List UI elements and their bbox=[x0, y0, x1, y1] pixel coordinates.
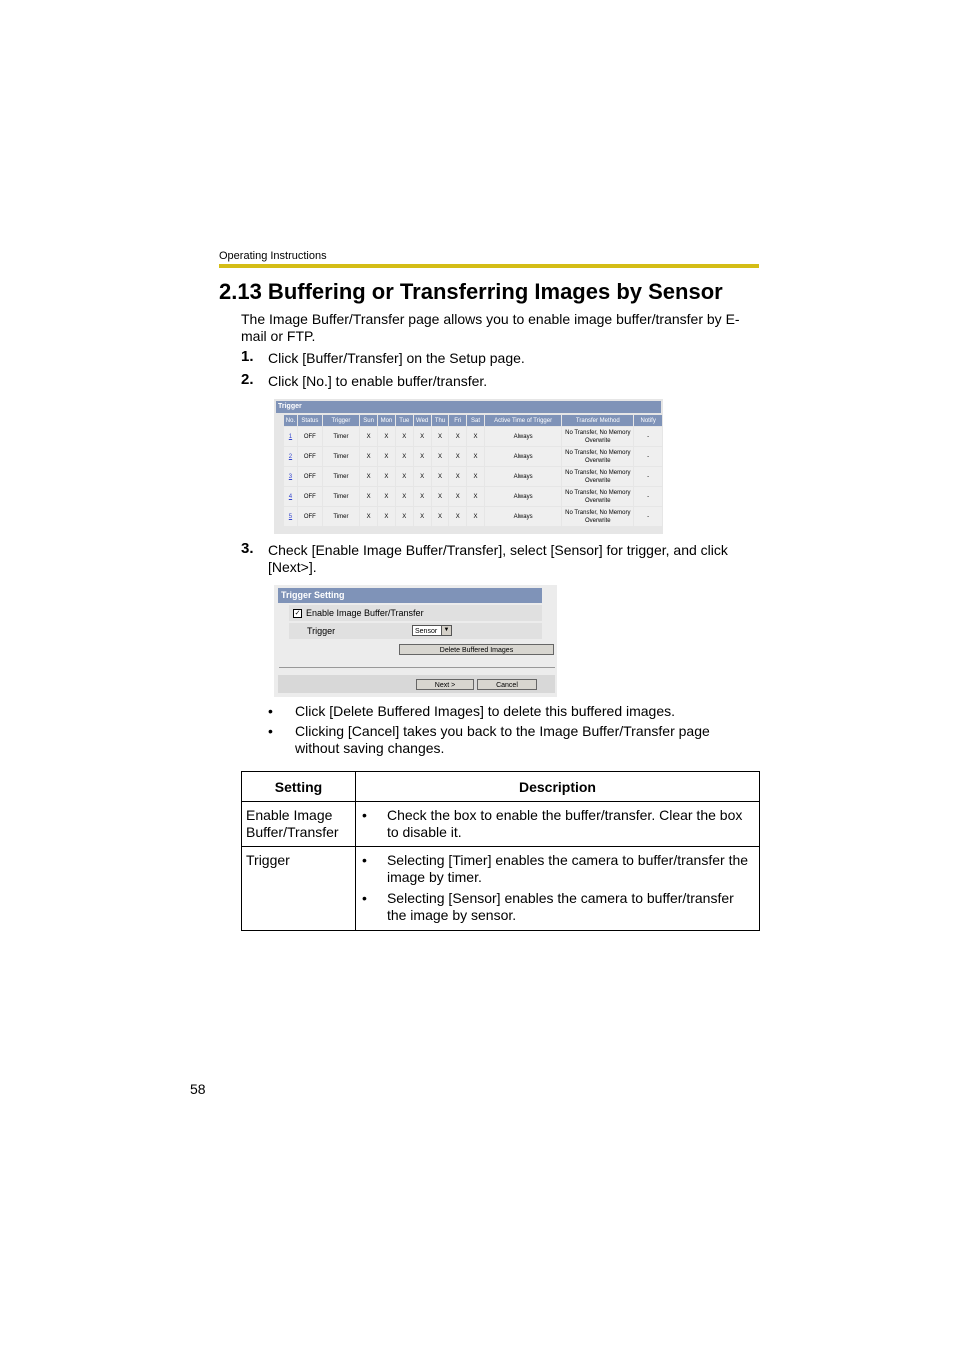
settings-table bbox=[241, 771, 760, 931]
column-header: Notify bbox=[634, 415, 662, 426]
bullet-icon: • bbox=[268, 703, 273, 719]
trigger-list-screenshot bbox=[274, 399, 663, 534]
description-item: • Check the box to enable the buffer/transfer. Clear the box to disable it. bbox=[360, 807, 755, 841]
table-cell: X bbox=[467, 487, 484, 506]
trigger-row bbox=[289, 623, 542, 639]
column-header: Active Time of Trigger bbox=[485, 415, 561, 426]
table-cell: X bbox=[396, 447, 413, 466]
table-cell: Timer bbox=[323, 487, 359, 506]
table-row bbox=[242, 802, 760, 847]
table-row bbox=[284, 447, 662, 466]
trigger-list-table bbox=[283, 414, 663, 527]
table-row bbox=[284, 487, 662, 506]
table-cell: OFF bbox=[298, 467, 322, 486]
column-header: Status bbox=[298, 415, 322, 426]
table-cell: X bbox=[432, 507, 449, 526]
trigger-number-link[interactable]: 2 bbox=[284, 447, 297, 466]
table-cell: X bbox=[396, 427, 413, 446]
column-header: Tue bbox=[396, 415, 413, 426]
table-cell: X bbox=[414, 447, 431, 466]
table-cell: - bbox=[634, 467, 662, 486]
column-header: Thu bbox=[432, 415, 449, 426]
trigger-number-link[interactable]: 5 bbox=[284, 507, 297, 526]
trigger-label: Trigger bbox=[307, 626, 336, 636]
table-cell: Timer bbox=[323, 427, 359, 446]
table-cell: X bbox=[467, 507, 484, 526]
column-header: No. bbox=[284, 415, 297, 426]
next-button[interactable]: Next > bbox=[416, 679, 474, 690]
table-cell: X bbox=[360, 467, 377, 486]
setting-cell: Enable Image Buffer/Transfer bbox=[242, 802, 356, 847]
delete-buffered-images-button[interactable]: Delete Buffered Images bbox=[399, 644, 554, 655]
trigger-select-value: Sensor bbox=[415, 628, 438, 635]
enable-label: Enable Image Buffer/Transfer bbox=[306, 608, 424, 618]
table-cell: Always bbox=[485, 447, 561, 466]
table-cell: X bbox=[414, 467, 431, 486]
step-2-number: 2. bbox=[241, 371, 254, 388]
table-cell: OFF bbox=[298, 507, 322, 526]
table-cell: X bbox=[414, 427, 431, 446]
table-cell: X bbox=[378, 427, 395, 446]
table-cell: X bbox=[378, 507, 395, 526]
trigger-setting-screenshot bbox=[274, 585, 557, 697]
description-item: • Selecting [Timer] enables the camera to buffer/transfer the image by timer. bbox=[360, 852, 755, 886]
step-3-text: Check [Enable Image Buffer/Transfer], select [Sensor] for trigger, and click [Next>]. bbox=[268, 542, 728, 575]
step-1-text: Click [Buffer/Transfer] on the Setup page. bbox=[268, 350, 525, 366]
cancel-button[interactable]: Cancel bbox=[477, 679, 537, 690]
column-header: Sun bbox=[360, 415, 377, 426]
table-cell: No Transfer, No Memory Overwrite bbox=[562, 487, 633, 506]
table-row bbox=[284, 467, 662, 486]
table-cell: X bbox=[360, 427, 377, 446]
description-cell bbox=[355, 847, 759, 931]
table-row bbox=[242, 847, 760, 931]
table-cell: X bbox=[396, 487, 413, 506]
page-number: 58 bbox=[190, 1081, 206, 1097]
table-row bbox=[284, 507, 662, 526]
setting-cell: Trigger bbox=[242, 847, 356, 931]
table-cell: X bbox=[378, 467, 395, 486]
trigger-number-link[interactable]: 3 bbox=[284, 467, 297, 486]
divider bbox=[279, 667, 555, 668]
table-cell: X bbox=[378, 447, 395, 466]
column-header: Mon bbox=[378, 415, 395, 426]
table-cell: No Transfer, No Memory Overwrite bbox=[562, 447, 633, 466]
table-cell: X bbox=[432, 447, 449, 466]
trigger-setting-title: Trigger Setting bbox=[278, 588, 542, 603]
table-cell: OFF bbox=[298, 427, 322, 446]
enable-checkbox[interactable]: ✓ bbox=[294, 610, 301, 617]
table-cell: X bbox=[360, 487, 377, 506]
table-cell: Always bbox=[485, 467, 561, 486]
table-cell: X bbox=[360, 447, 377, 466]
column-header: Sat bbox=[467, 415, 484, 426]
table-cell: - bbox=[634, 447, 662, 466]
table-cell: Timer bbox=[323, 507, 359, 526]
table-cell: X bbox=[449, 467, 466, 486]
table-cell: X bbox=[449, 487, 466, 506]
column-header: Fri bbox=[449, 415, 466, 426]
header-rule bbox=[219, 264, 759, 268]
column-header: Transfer Method bbox=[562, 415, 633, 426]
table-cell: Always bbox=[485, 427, 561, 446]
table-cell: X bbox=[414, 507, 431, 526]
table-cell: X bbox=[432, 467, 449, 486]
trigger-select[interactable] bbox=[412, 625, 452, 636]
description-cell bbox=[355, 802, 759, 847]
step-2-text: Click [No.] to enable buffer/transfer. bbox=[268, 373, 488, 389]
trigger-list-title: Trigger bbox=[276, 401, 661, 413]
table-cell: X bbox=[467, 467, 484, 486]
trigger-number-link[interactable]: 4 bbox=[284, 487, 297, 506]
table-cell: OFF bbox=[298, 447, 322, 466]
table-cell: - bbox=[634, 487, 662, 506]
table-cell: Always bbox=[485, 507, 561, 526]
bullet-icon: • bbox=[268, 723, 273, 739]
table-cell: X bbox=[432, 487, 449, 506]
bullet-1-text: Click [Delete Buffered Images] to delete this buffered images. bbox=[295, 703, 676, 719]
chevron-down-icon: ▼ bbox=[441, 626, 451, 635]
step-3-number: 3. bbox=[241, 540, 254, 557]
table-cell: - bbox=[634, 427, 662, 446]
intro-paragraph: The Image Buffer/Transfer page allows you to enable image buffer/transfer by E-mail or FTP. bbox=[241, 311, 740, 344]
table-cell: No Transfer, No Memory Overwrite bbox=[562, 427, 633, 446]
table-cell: X bbox=[449, 447, 466, 466]
table-cell: X bbox=[449, 507, 466, 526]
table-cell: - bbox=[634, 507, 662, 526]
table-cell: X bbox=[360, 507, 377, 526]
column-header-description: Description bbox=[355, 772, 759, 802]
table-cell: X bbox=[378, 487, 395, 506]
description-item: • Selecting [Sensor] enables the camera to buffer/transfer the image by sensor. bbox=[360, 890, 755, 924]
table-cell: X bbox=[449, 427, 466, 446]
column-header: Wed bbox=[414, 415, 431, 426]
trigger-number-link[interactable]: 1 bbox=[284, 427, 297, 446]
bullet-2-text: Clicking [Cancel] takes you back to the Image Buffer/Transfer page without saving changes. bbox=[295, 723, 710, 756]
table-cell: X bbox=[432, 427, 449, 446]
table-cell: X bbox=[467, 447, 484, 466]
table-cell: Always bbox=[485, 487, 561, 506]
table-cell: Timer bbox=[323, 447, 359, 466]
table-cell: OFF bbox=[298, 487, 322, 506]
step-1-number: 1. bbox=[241, 348, 254, 365]
column-header-setting: Setting bbox=[242, 772, 356, 802]
column-header: Trigger bbox=[323, 415, 359, 426]
table-cell: X bbox=[467, 427, 484, 446]
table-cell: No Transfer, No Memory Overwrite bbox=[562, 467, 633, 486]
table-cell: X bbox=[396, 467, 413, 486]
table-cell: Timer bbox=[323, 467, 359, 486]
table-cell: X bbox=[396, 507, 413, 526]
section-title: 2.13 Buffering or Transferring Images by Sensor bbox=[219, 279, 723, 304]
running-header: Operating Instructions bbox=[219, 250, 327, 262]
table-cell: X bbox=[414, 487, 431, 506]
table-row bbox=[284, 427, 662, 446]
table-cell: No Transfer, No Memory Overwrite bbox=[562, 507, 633, 526]
enable-row bbox=[289, 605, 542, 621]
